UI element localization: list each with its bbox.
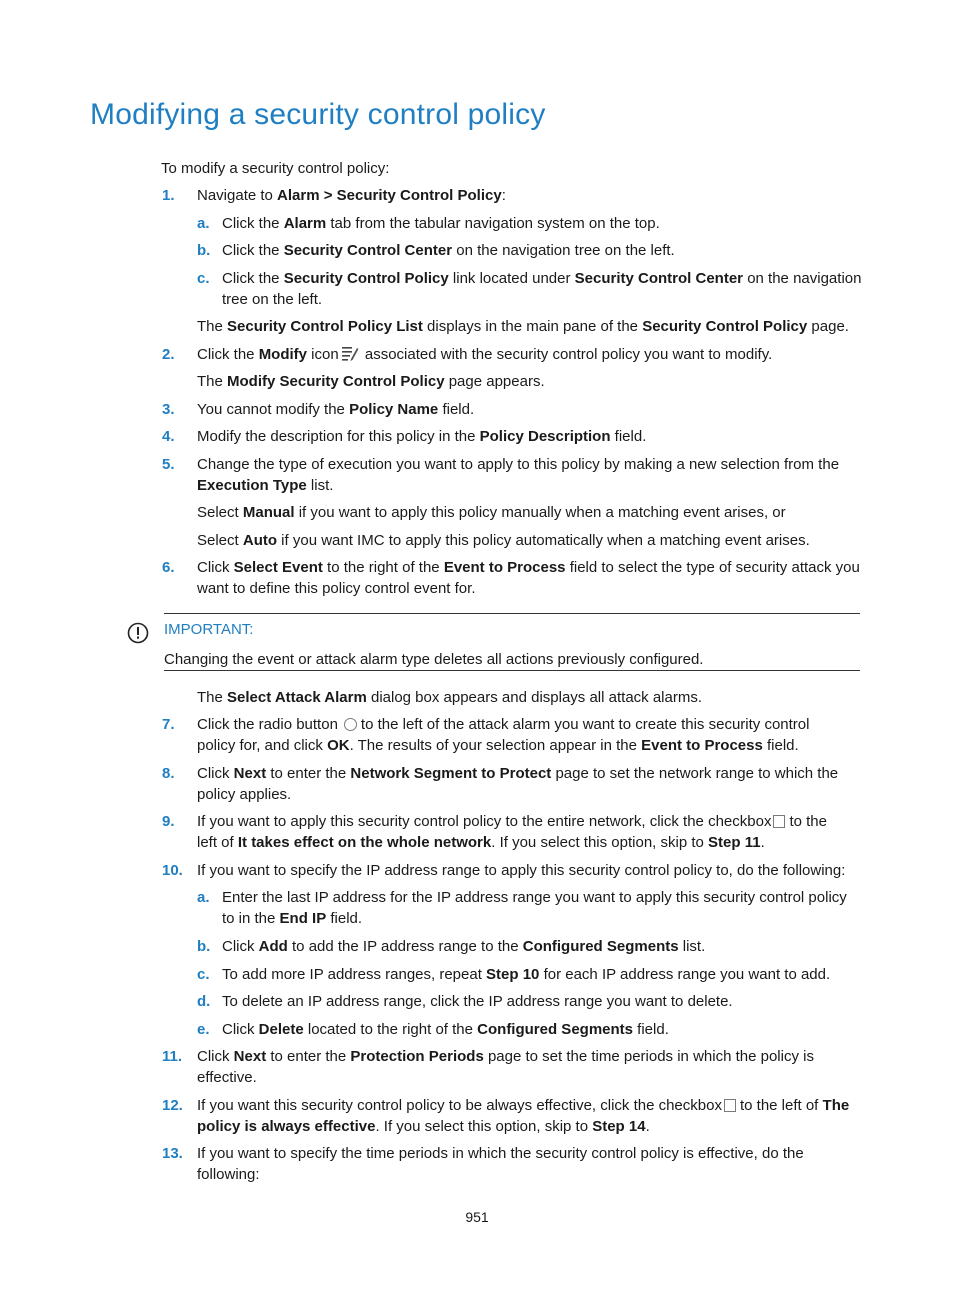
after-important-text: The Select Attack Alarm dialog box appears and displays all attack alarms. (197, 689, 702, 706)
step-9-text: If you want to apply this security control policy to the entire network, click the checkbox to the left of It takes effect on the whole network. If you select this option, skip to Step 11. (197, 813, 827, 851)
step-number: 12. (162, 1097, 183, 1114)
step-13-text: If you want to specify the time periods in which the security control policy is effective, do the following: (197, 1145, 804, 1183)
step-1a-text: Click the Alarm tab from the tabular navigation system on the top. (222, 215, 660, 232)
substep-letter: e. (197, 1021, 210, 1038)
page-title: Modifying a security control policy (90, 98, 546, 131)
important-top-rule (164, 613, 860, 614)
step-number: 1. (162, 187, 175, 204)
step-5-auto: Select Auto if you want IMC to apply this policy automatically when a matching event arises. (197, 532, 810, 549)
step-number: 3. (162, 401, 175, 418)
substep-letter: c. (197, 270, 210, 287)
substep-letter: b. (197, 242, 211, 259)
step-11-text: Click Next to enter the Protection Periods page to set the time periods in which the policy is effective. (197, 1048, 814, 1086)
checkbox-icon (724, 1099, 736, 1112)
step-6-text: Click Select Event to the right of the Event to Process field to select the type of security attack you want to define this policy control event for. (197, 559, 860, 597)
substep-letter: b. (197, 938, 211, 955)
step-1c-text: Click the Security Control Policy link located under Security Control Center on the navigation tree on the left. (222, 270, 862, 308)
substep-letter: a. (197, 889, 210, 906)
step-number: 6. (162, 559, 175, 576)
step-4-text: Modify the description for this policy in the Policy Description field. (197, 428, 647, 445)
substep-letter: a. (197, 215, 210, 232)
step-1-note: The Security Control Policy List displays in the main pane of the Security Control Policy page. (197, 318, 849, 335)
step-10a-text: Enter the last IP address for the IP address range you want to apply this security control policy to in the End IP field. (222, 889, 847, 927)
step-5-manual: Select Manual if you want to apply this policy manually when a matching event arises, or (197, 504, 786, 521)
step-number: 8. (162, 765, 175, 782)
checkbox-icon (773, 815, 785, 828)
step-10c-text: To add more IP address ranges, repeat Step 10 for each IP address range you want to add. (222, 966, 831, 983)
step-10d-text: To delete an IP address range, click the IP address range you want to delete. (222, 993, 733, 1010)
step-1b-text: Click the Security Control Center on the navigation tree on the left. (222, 242, 675, 259)
step-12-text: If you want this security control policy to be always effective, click the checkbox to the left of The policy is always effective. If you select this option, skip to Step 14. (197, 1097, 850, 1135)
step-10b-text: Click Add to add the IP address range to the Configured Segments list. (222, 938, 706, 955)
warning-icon (127, 622, 149, 648)
important-label: IMPORTANT: (164, 621, 254, 638)
substep-letter: d. (197, 993, 211, 1010)
step-5-text: Change the type of execution you want to apply to this policy by making a new selection from the Execution Type list. (197, 456, 840, 494)
step-number: 13. (162, 1145, 183, 1162)
step-number: 9. (162, 813, 175, 830)
modify-icon (341, 344, 359, 368)
step-10e-text: Click Delete located to the right of the Configured Segments field. (222, 1021, 669, 1038)
step-10-text: If you want to specify the IP address range to apply this security control policy to, do the following: (197, 862, 846, 879)
step-number: 10. (162, 862, 183, 879)
step-2-note: The Modify Security Control Policy page appears. (197, 373, 545, 390)
step-number: 5. (162, 456, 175, 473)
step-number: 4. (162, 428, 175, 445)
step-number: 11. (162, 1048, 183, 1065)
intro-text: To modify a security control policy: (161, 160, 390, 177)
important-bottom-rule (164, 670, 860, 671)
page-number: 951 (465, 1209, 489, 1225)
step-2-text: Click the Modify icon associated with the security control policy you want to modify. (197, 344, 865, 368)
step-7-text: Click the radio button to the left of the attack alarm you want to create this security control policy for, and click OK. The results of your selection appear in the Event to Process field. (197, 716, 810, 754)
radio-button-icon (344, 718, 357, 731)
important-text: Changing the event or attack alarm type deletes all actions previously configured. (164, 651, 704, 668)
step-3-text: You cannot modify the Policy Name field. (197, 401, 475, 418)
step-number: 7. (162, 716, 175, 733)
step-1-text: Navigate to Alarm > Security Control Policy: (197, 187, 506, 204)
substep-letter: c. (197, 966, 210, 983)
step-8-text: Click Next to enter the Network Segment to Protect page to set the network range to which the policy applies. (197, 765, 839, 803)
step-number: 2. (162, 346, 175, 363)
